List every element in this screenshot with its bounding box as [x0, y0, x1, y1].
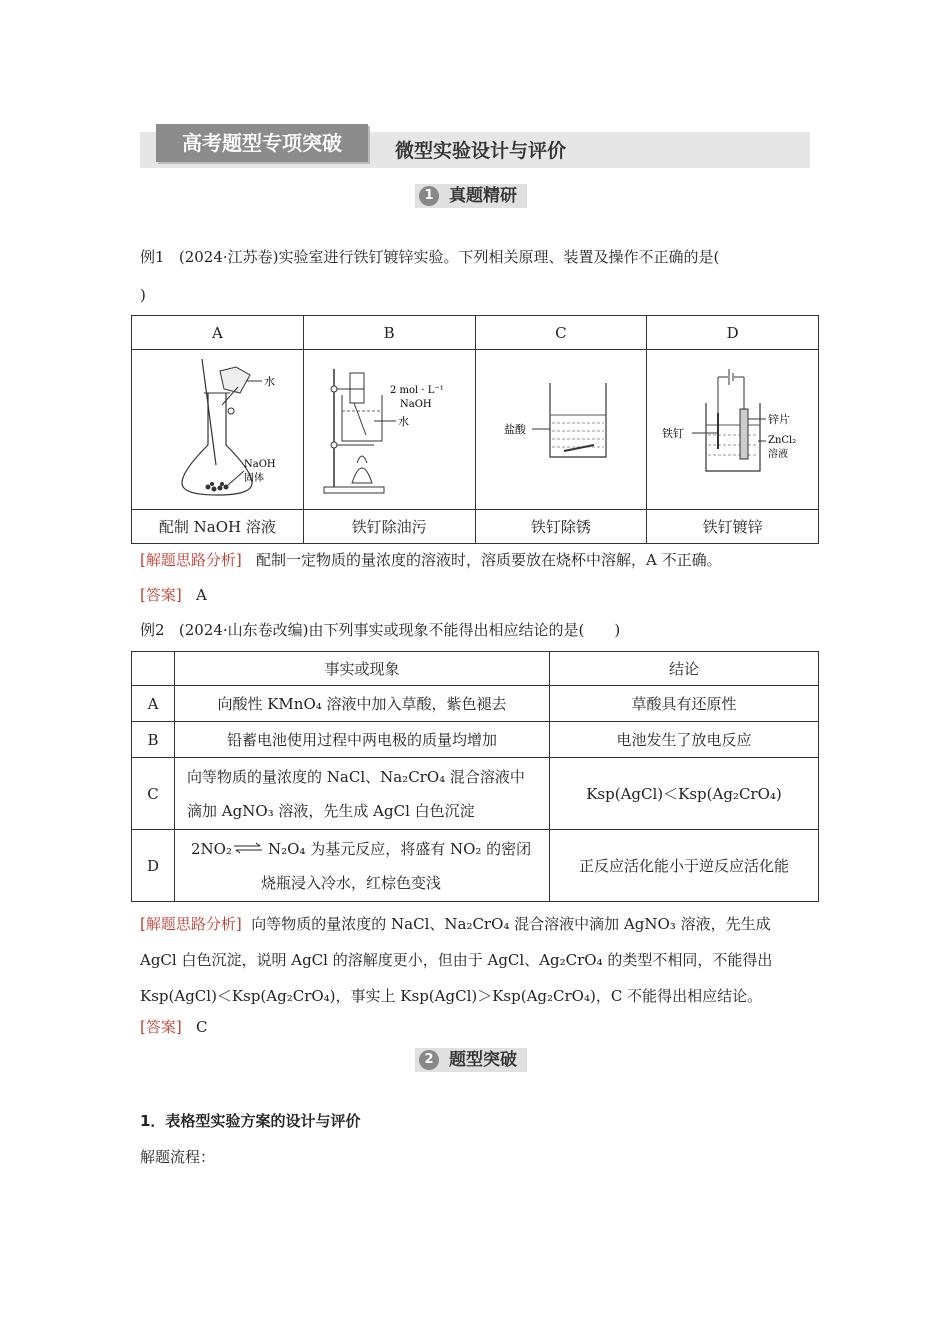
example2-analysis: [140, 906, 820, 1014]
caption-b: 铁钉除油污: [303, 510, 475, 544]
analysis-line3: Ksp(AgCl)＜Ksp(Ag₂CrO₄)，事实上 Ksp(AgCl)＞Ksp(Ag₂CrO₄)，C 不能得出相应结论。: [140, 987, 763, 1005]
label-conc: 2 mol · L⁻¹: [390, 384, 444, 396]
row-option: C: [132, 758, 175, 830]
label-nail: 铁钉: [661, 426, 684, 440]
equilibrium-arrow-icon: [232, 832, 268, 866]
section-number: 1: [419, 186, 439, 206]
row-fact-line1: N₂O₄ 为基元反应，将盛有 NO₂ 的密闭: [267, 839, 532, 858]
row-conclusion: 草酸具有还原性: [550, 686, 819, 722]
volumetric-flask-figure: [132, 353, 302, 503]
banner-subtitle: 微型实验设计与评价: [395, 140, 567, 162]
answer-text: A: [196, 586, 207, 604]
caption-a: 配制 NaOH 溶液: [132, 510, 304, 544]
header-d: D: [647, 316, 819, 350]
row-fact: [175, 758, 550, 830]
row-fact-line2: 烧瓶浸入冷水，红棕色变浅: [261, 873, 442, 892]
table-row: [132, 722, 819, 758]
banner-tag: 高考题型专项突破: [156, 124, 368, 162]
row-conclusion: 电池发生了放电反应: [550, 722, 819, 758]
row-option: A: [132, 686, 175, 722]
figure-d: [647, 350, 819, 510]
figure-c: [475, 350, 647, 510]
row-fact-line1: 向等物质的量浓度的 NaCl、Na₂CrO₄ 混合溶液中: [187, 767, 525, 786]
section-title: 题型突破: [449, 1050, 517, 1070]
row-fact-formula: 2NO₂: [191, 839, 232, 858]
example2-label: 例2: [140, 621, 165, 639]
section-title: 真题精研: [449, 186, 517, 206]
example2-answer: [140, 1016, 208, 1038]
label-plate: 锌片: [767, 412, 790, 426]
example1-analysis: [140, 549, 820, 571]
col-header-fact: 事实或现象: [175, 652, 550, 686]
header-b: B: [303, 316, 475, 350]
row-conclusion: 正反应活化能小于逆反应活化能: [550, 830, 819, 902]
answer-tag: [答案]: [140, 586, 182, 604]
example1-label: 例1: [140, 248, 165, 266]
electroplating-figure: [648, 353, 818, 503]
row-fact: 向酸性 KMnO₄ 溶液中加入草酸，紫色褪去: [175, 686, 550, 722]
answer-tag: [答案]: [140, 1018, 182, 1036]
section-heading-2: [415, 1048, 527, 1072]
label-naoh-b: NaOH: [400, 398, 432, 410]
section-number: 2: [419, 1050, 439, 1070]
label-water: 水: [264, 374, 276, 388]
table-row: [132, 758, 819, 830]
analysis-tag: [解题思路分析]: [140, 551, 242, 569]
col-header-option: [132, 652, 175, 686]
beaker-figure: [476, 353, 646, 503]
row-fact: [175, 830, 550, 902]
analysis-text: 配制一定物质的量浓度的溶液时，溶质要放在烧杯中溶解，A 不正确。: [256, 551, 722, 569]
caption-d: 铁钉镀锌: [647, 510, 819, 544]
part1-title: 1．表格型实验方案的设计与评价: [140, 1112, 361, 1130]
part1-flow: 解题流程：: [140, 1148, 216, 1166]
analysis-tag: [解题思路分析]: [140, 915, 242, 933]
example1-table: [131, 315, 819, 544]
example1-stem-close: ): [140, 286, 146, 304]
label-acid: 盐酸: [503, 422, 526, 436]
row-fact: 铅蓄电池使用过程中两电极的质量均增加: [175, 722, 550, 758]
row-option: D: [132, 830, 175, 902]
label-water-b: 水: [398, 414, 410, 428]
analysis-line2: AgCl 白色沉淀，说明 AgCl 的溶解度更小，但由于 AgCl、Ag₂CrO₄ 的类型不相同，不能得出: [140, 951, 773, 969]
row-conclusion: Ksp(AgCl)＜Ksp(Ag₂CrO₄): [550, 758, 819, 830]
iron-stand-figure: [304, 353, 474, 503]
table-row: [132, 830, 819, 902]
label-solid: 固体: [244, 472, 265, 484]
example2-stem-text: (2024·山东卷改编)由下列事实或现象不能得出相应结论的是( ): [178, 621, 621, 639]
header-a: A: [132, 316, 304, 350]
col-header-conclusion: 结论: [550, 652, 819, 686]
figure-b: [303, 350, 475, 510]
label-naoh: NaOH: [244, 458, 277, 470]
row-option: B: [132, 722, 175, 758]
table-row: [132, 686, 819, 722]
analysis-line1: 向等物质的量浓度的 NaCl、Na₂CrO₄ 混合溶液中滴加 AgNO₃ 溶液，先生成: [251, 915, 771, 933]
figure-a: [132, 350, 304, 510]
section-heading-1: [415, 184, 527, 208]
example2-stem: [140, 619, 820, 641]
example2-table: [131, 651, 819, 902]
caption-c: 铁钉除锈: [475, 510, 647, 544]
example1-stem-text: (2024·江苏卷)实验室进行铁钉镀锌实验。下列相关原理、装置及操作不正确的是(: [178, 248, 720, 266]
header-c: C: [475, 316, 647, 350]
row-fact-line2: 滴加 AgNO₃ 溶液，先生成 AgCl 白色沉淀: [187, 801, 475, 820]
label-solution: 溶液: [767, 448, 788, 460]
example1-answer: [140, 584, 207, 606]
label-zncl2: ZnCl₂: [767, 434, 796, 446]
answer-text: C: [196, 1018, 208, 1036]
example1-stem: [140, 246, 820, 268]
